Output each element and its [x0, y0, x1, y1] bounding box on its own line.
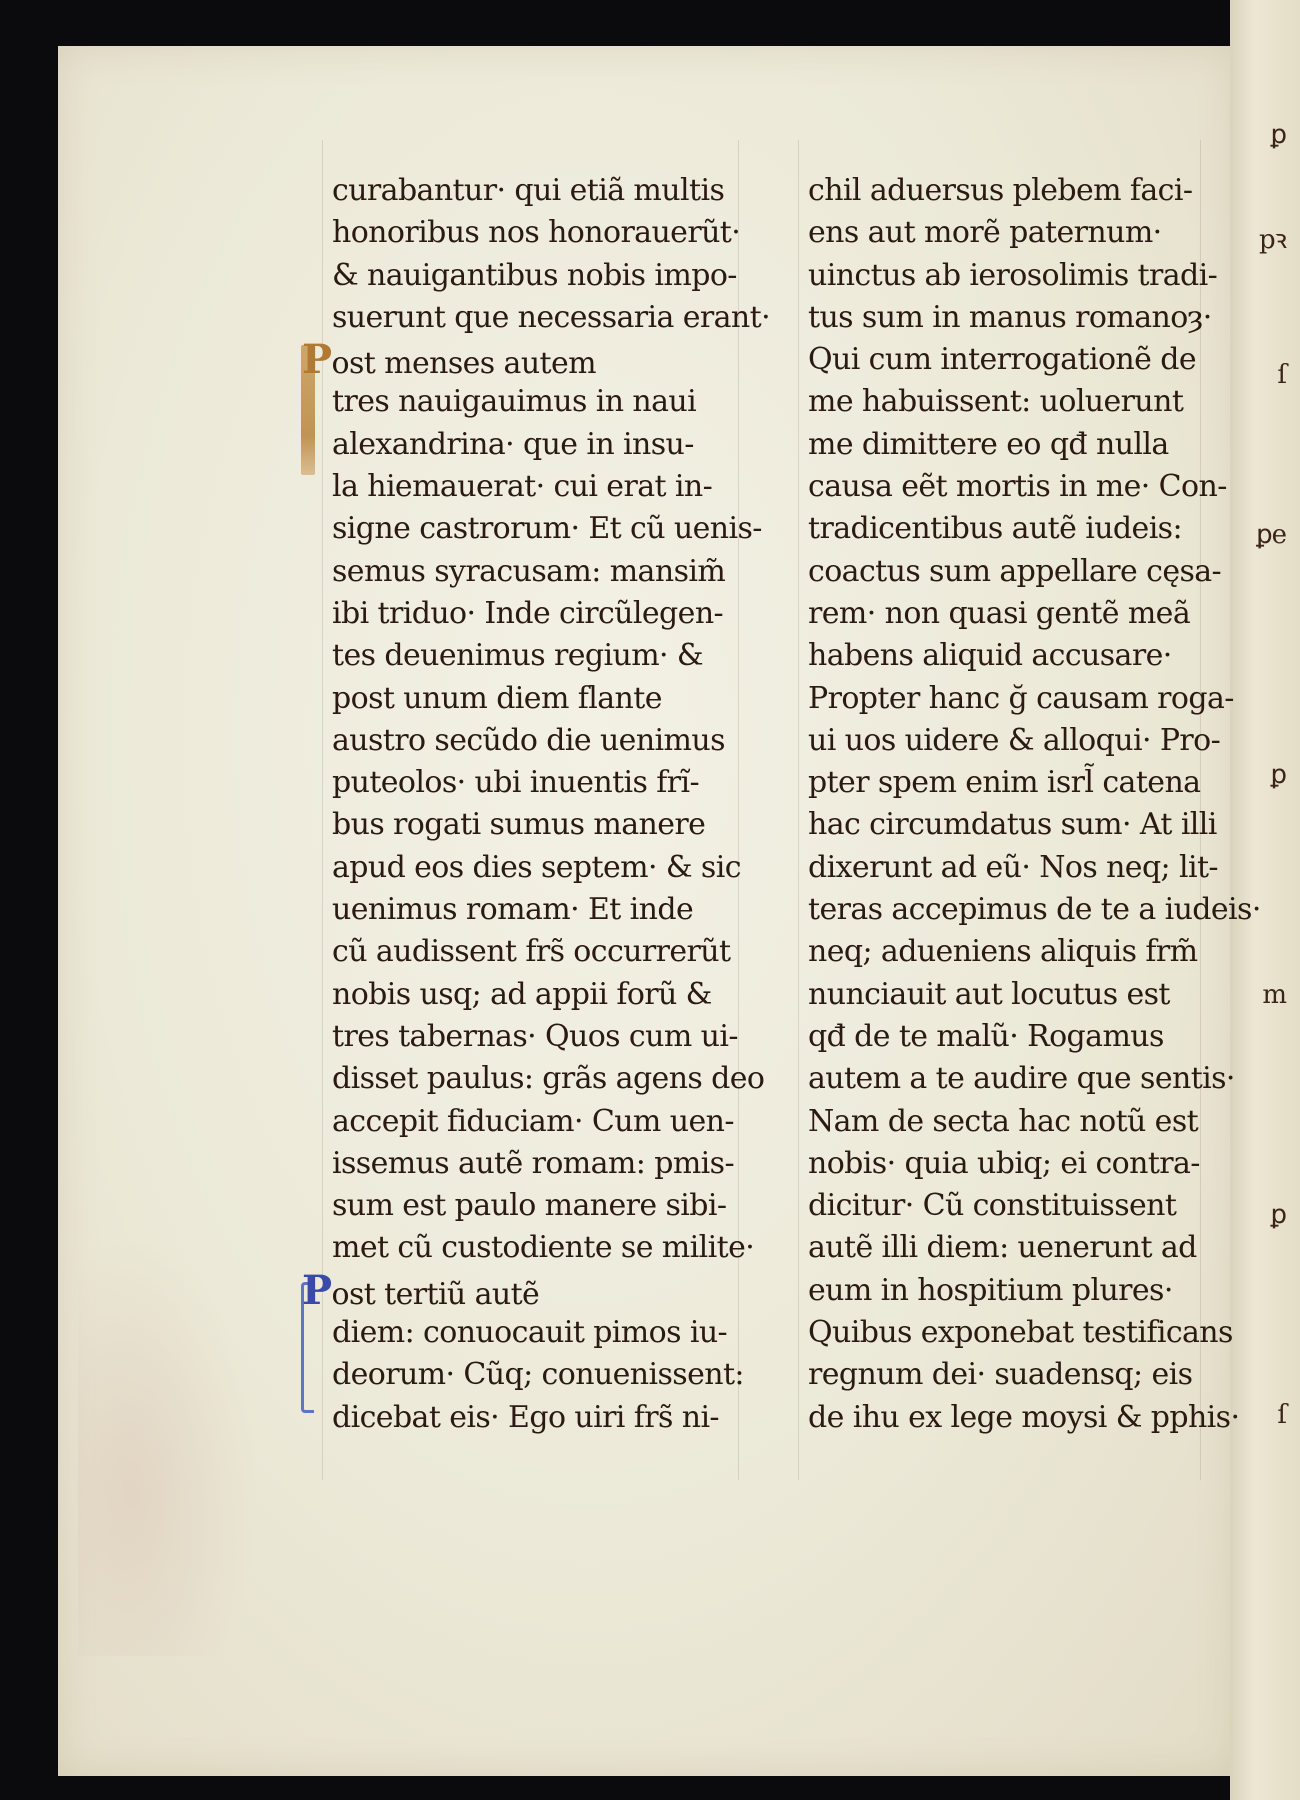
text-line: signe castrorum· Et cũ uenis-	[332, 511, 762, 547]
text-line: tus sum in manus romanoȝ·	[808, 299, 1212, 335]
text-line: alexandrina· que in insu-	[332, 426, 694, 462]
text-line: coactus sum appellare cęsa-	[808, 553, 1222, 589]
text-line: habens aliquid accusare·	[808, 638, 1172, 674]
facing-text-fragment: ꝑ	[1270, 1200, 1286, 1230]
text-line: & nauigantibus nobis impo-	[332, 257, 737, 293]
text-line: uinctus ab ierosolimis tradi-	[808, 257, 1218, 293]
text-line: nobis usq; ad appii forũ &	[332, 976, 712, 1012]
facing-text-fragment: ꝑ	[1270, 120, 1286, 150]
text-line: la hiemauerat· cui erat in-	[332, 469, 713, 505]
text-line: met cũ custodiente se milite·	[332, 1230, 755, 1266]
facing-text-fragment: pꝛ	[1259, 225, 1286, 255]
text-line: suerunt que necessaria erant·	[332, 299, 771, 335]
text-line: curabantur· qui etiã multis	[332, 173, 725, 208]
facing-text-fragment: ſ	[1277, 1400, 1286, 1430]
facing-text-fragment: m	[1262, 980, 1286, 1010]
facing-text-fragment: ſ	[1277, 360, 1286, 390]
text-line: accepit fiduciam· Cum uen-	[332, 1103, 734, 1139]
decorated-initial: P	[302, 1266, 332, 1314]
text-line: semus syracusam: mansim̃	[332, 553, 726, 589]
text-line: ui uos uidere & alloqui· Pro-	[808, 722, 1221, 758]
text-line: eum in hospitium plures·	[808, 1272, 1173, 1308]
text-line: teras accepimus de te a iudeis·	[808, 892, 1261, 928]
text-line: uenimus romam· Et inde	[332, 892, 694, 928]
ruling-line	[798, 140, 799, 1480]
text-line: Propter hanc ğ causam roga-	[808, 680, 1234, 716]
text-line: Nam de secta hac notũ est	[808, 1103, 1199, 1139]
text-line: neq; adueniens aliquis frm̃	[808, 934, 1198, 970]
text-line: dicebat eis· Ego uiri frs̃ ni-	[332, 1399, 719, 1435]
text-line: causa eẽt mortis in me· Con-	[808, 469, 1227, 505]
facing-text-fragment: ꝑe	[1256, 520, 1286, 550]
text-line: Qui cum interrogationẽ de	[808, 342, 1196, 378]
text-line: apud eos dies septem· & sic	[332, 849, 741, 885]
text-line: me dimittere eo qđ nulla	[808, 426, 1169, 462]
text-line: issemus autẽ romam: pmis-	[332, 1145, 734, 1181]
text-line: diem: conuocauit pimos iu-	[332, 1315, 728, 1351]
text-line: autem a te audire que sentis·	[808, 1061, 1235, 1097]
text-line: cũ audissent frs̃ occurrerũt	[332, 934, 731, 970]
text-line: dicitur· Cũ constituissent	[808, 1188, 1177, 1224]
facing-text-fragment: ꝑ	[1270, 760, 1286, 790]
text-line: bus rogati sumus manere	[332, 807, 706, 843]
text-line: tres tabernas· Quos cum ui-	[332, 1018, 738, 1054]
text-line: tres nauigauimus in naui	[332, 384, 697, 420]
text-line: deorum· Cũq; conuenissent:	[332, 1357, 744, 1393]
text-line: tradicentibus autẽ iudeis:	[808, 511, 1182, 547]
text-line: post unum diem flante	[332, 680, 662, 716]
text-line: de ihu ex lege moysi & pphis·	[808, 1399, 1240, 1435]
text-line: hac circumdatus sum· At illi	[808, 807, 1217, 843]
text-line: autẽ illi diem: uenerunt ad	[808, 1230, 1197, 1266]
right-text-column	[808, 170, 1261, 1439]
text-line: nobis· quia ubiq; ei contra-	[808, 1145, 1200, 1181]
text-line: me habuissent: uoluerunt	[808, 384, 1184, 420]
text-line: Quibus exponebat testificans	[808, 1315, 1233, 1351]
text-line: ens aut morẽ paternum·	[808, 215, 1162, 251]
text-line: austro secũdo die uenimus	[332, 722, 725, 758]
text-line-blue-initial: Post tertiũ autẽ	[302, 1266, 540, 1314]
text-line: honoribus nos honorauerũt·	[332, 215, 741, 251]
text-line: rem· non quasi gentẽ meã	[808, 595, 1191, 631]
text-line: dixerunt ad eũ· Nos neq; lit-	[808, 849, 1218, 885]
text-line: chil aduersus plebem faci-	[808, 173, 1193, 208]
text-line-gold-initial: Post menses autem	[302, 336, 597, 384]
left-text-column	[302, 170, 771, 1439]
text-line: qđ de te malũ· Rogamus	[808, 1018, 1164, 1054]
decorated-initial: P	[302, 336, 332, 384]
text-line: ibi triduo· Inde circũlegen-	[332, 595, 724, 631]
text-line: disset paulus: grãs agens deo	[332, 1061, 765, 1097]
text-line: pter spem enim isrl̃ catena	[808, 765, 1201, 801]
text-line: tes deuenimus regium· &	[332, 638, 704, 674]
text-line: nunciauit aut locutus est	[808, 976, 1170, 1012]
text-line: regnum dei· suadensq; eis	[808, 1357, 1193, 1393]
text-line: sum est paulo manere sibi-	[332, 1188, 727, 1224]
text-line: puteolos· ubi inuentis frĩ-	[332, 765, 700, 801]
